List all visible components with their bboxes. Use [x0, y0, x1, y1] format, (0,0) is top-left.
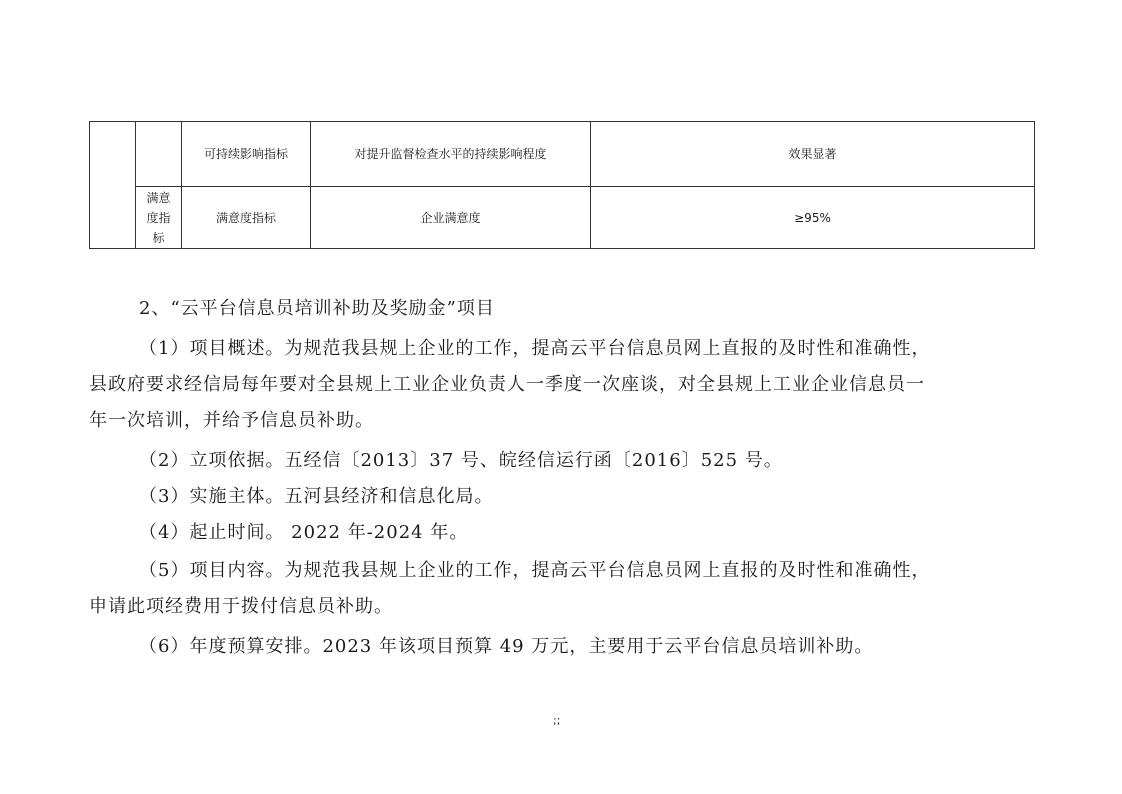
table-row — [90, 187, 1035, 249]
table-cell-target: 效果显著 — [591, 122, 1035, 187]
paragraph-period: （4）起止时间。 2022 年-2024 年。 — [139, 522, 469, 543]
table-cell-subcategory: 满意度指标 — [136, 187, 182, 249]
table-cell-subcategory — [136, 122, 182, 187]
table-cell-target: ≥95% — [591, 187, 1035, 249]
paragraph-overview-line2: 县政府要求经信局每年要对全县规上工业企业负责人一季度一次座谈，对全县规上工业企业信息员一 — [89, 374, 925, 395]
performance-indicator-table — [89, 121, 1035, 249]
paragraph-budget: （6）年度预算安排。2023 年该项目预算 49 万元，主要用于云平台信息员培训补助。 — [139, 636, 874, 657]
table-cell-category — [90, 122, 136, 249]
paragraph-content-line2: 申请此项经费用于拨付信息员补助。 — [89, 596, 393, 617]
paragraph-implementer: （3）实施主体。五河县经济和信息化局。 — [139, 486, 494, 507]
table-cell-indicator: 满意度指标 — [182, 187, 311, 249]
paragraph-content-line1: （5）项目内容。为规范我县规上企业的工作，提高云平台信息员网上直报的及时性和准确性， — [139, 560, 931, 581]
table-row — [90, 122, 1035, 187]
table-cell-content: 企业满意度 — [311, 187, 591, 249]
table-cell-indicator: 可持续影响指标 — [182, 122, 311, 187]
paragraph-basis: （2）立项依据。五经信〔2013〕37 号、皖经信运行函〔2016〕525 号。 — [139, 450, 783, 471]
paragraph-overview-line1: （1）项目概述。为规范我县规上企业的工作，提高云平台信息员网上直报的及时性和准确性， — [139, 338, 931, 359]
paragraph-overview-line3: 年一次培训，并给予信息员补助。 — [89, 410, 374, 431]
page-footer-mark: ;; — [553, 714, 561, 727]
section-heading: 2、“云平台信息员培训补助及奖励金”项目 — [139, 298, 495, 319]
table-cell-content: 对提升监督检查水平的持续影响程度 — [311, 122, 591, 187]
